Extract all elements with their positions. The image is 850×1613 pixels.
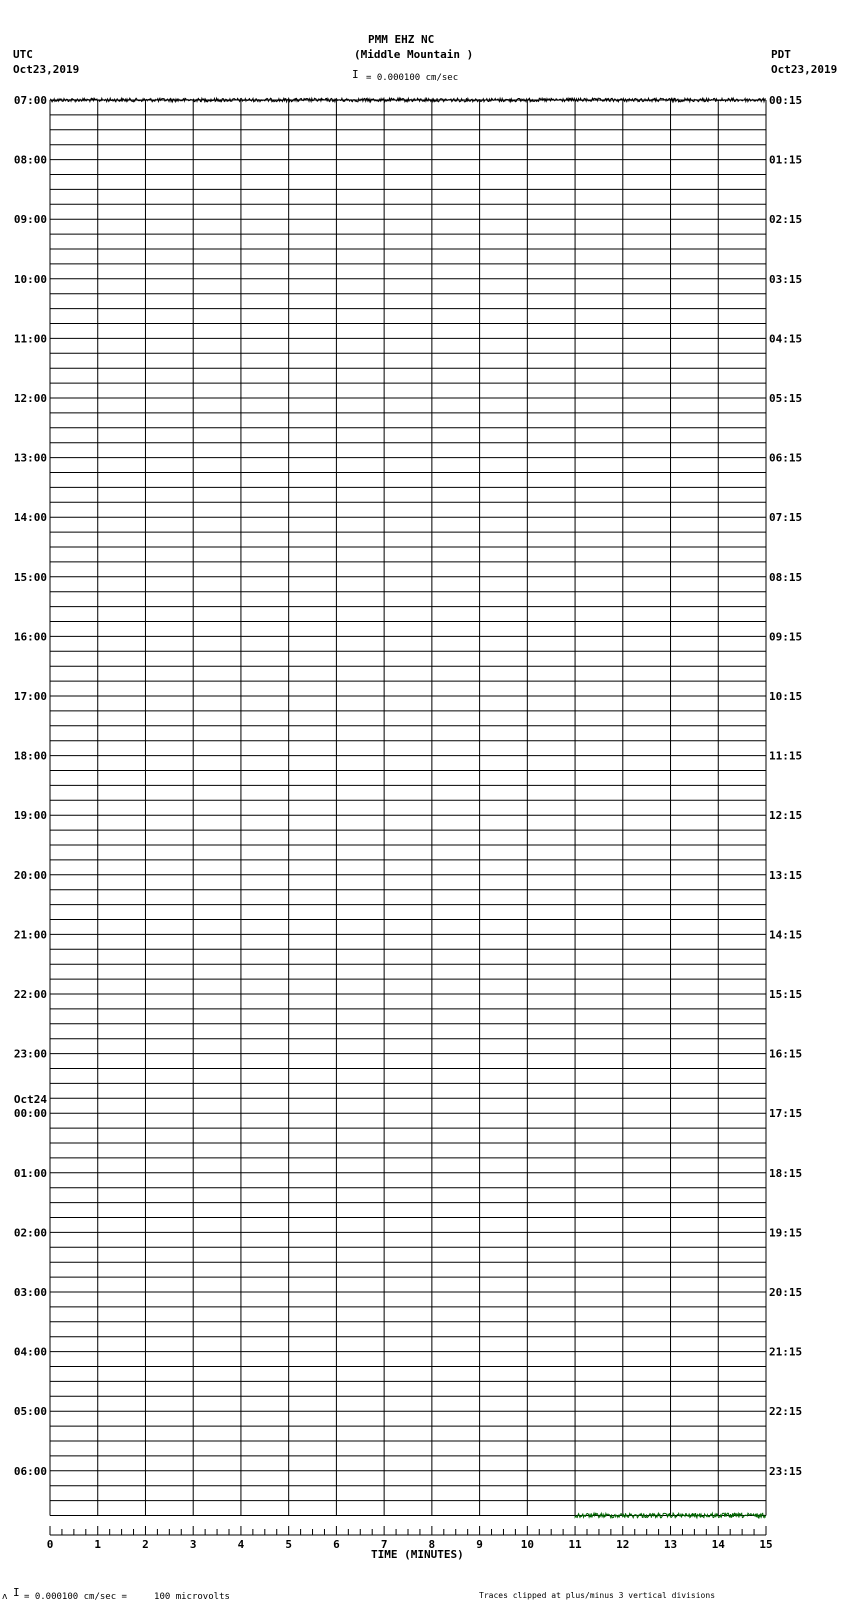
utc-date-change-label: Oct24	[13, 1093, 47, 1107]
x-tick-label: 0	[46, 1538, 54, 1551]
scale-bar-icon: I	[352, 68, 359, 81]
pdt-hour-label: 05:15	[769, 392, 803, 405]
x-tick-label: 9	[476, 1538, 483, 1551]
x-tick-label: 14	[711, 1538, 725, 1551]
station-title: PMM EHZ NC	[368, 33, 435, 46]
x-tick-label: 11	[568, 1538, 582, 1551]
pdt-hour-label: 07:15	[769, 511, 803, 525]
x-tick-label: 7	[380, 1538, 388, 1551]
pdt-hour-label: 08:15	[769, 570, 803, 584]
pdt-hour-label: 11:15	[769, 749, 803, 763]
x-tick-label: 12	[616, 1538, 630, 1551]
pdt-hour-label: 20:15	[769, 1286, 803, 1299]
utc-hour-label: 06:00	[13, 1464, 47, 1478]
pdt-hour-label: 00:15	[769, 94, 803, 107]
right-timezone: PDT	[771, 48, 791, 61]
x-tick-label: 4	[237, 1538, 245, 1551]
x-tick-label: 6	[333, 1538, 340, 1551]
pdt-hour-label: 12:15	[769, 809, 803, 823]
x-tick-label: 3	[189, 1538, 197, 1551]
pdt-hour-label: 06:15	[769, 451, 803, 465]
pdt-hour-label: 14:15	[769, 928, 803, 942]
x-tick-label: 13	[663, 1538, 678, 1551]
pdt-hour-label: 21:15	[769, 1345, 803, 1359]
footer-scale-bar-icon: I	[13, 1586, 20, 1599]
footer-scale-marker: ʌ	[2, 1592, 8, 1602]
utc-hour-label: 08:00	[13, 153, 47, 167]
utc-hour-label: 10:00	[13, 272, 47, 286]
utc-hour-label: 11:00	[13, 332, 47, 346]
utc-hour-label: 05:00	[13, 1405, 47, 1419]
footer-scale-note: = 0.000100 cm/sec = 100 microvolts	[24, 1592, 230, 1602]
x-axis-label: TIME (MINUTES)	[371, 1548, 464, 1561]
left-date: Oct23,2019	[13, 63, 80, 76]
utc-hour-label: 13:00	[13, 451, 47, 465]
pdt-hour-label: 17:15	[769, 1107, 803, 1121]
utc-hour-label: 19:00	[13, 809, 47, 823]
x-tick-label: 1	[94, 1538, 102, 1551]
pdt-hour-label: 22:15	[769, 1405, 803, 1419]
pdt-hour-label: 15:15	[769, 988, 803, 1001]
utc-hour-label: 02:00	[13, 1226, 47, 1240]
pdt-hour-label: 03:15	[769, 272, 803, 286]
x-tick-label: 10	[520, 1538, 534, 1551]
left-timezone: UTC	[13, 48, 33, 61]
x-tick-label: 5	[285, 1538, 292, 1551]
utc-hour-label: 01:00	[13, 1166, 47, 1180]
x-tick-label: 15	[759, 1538, 773, 1551]
pdt-hour-label: 16:15	[769, 1047, 803, 1061]
right-date: Oct23,2019	[771, 63, 838, 76]
utc-hour-label: 16:00	[13, 630, 47, 644]
x-tick-label: 8	[428, 1538, 436, 1551]
footer-clip-note: Traces clipped at plus/minus 3 vertical divisions	[479, 1591, 716, 1600]
pdt-hour-label: 01:15	[769, 153, 803, 167]
utc-hour-label: 12:00	[13, 392, 47, 405]
pdt-hour-label: 18:15	[769, 1166, 803, 1180]
utc-hour-label: 15:00	[13, 570, 47, 584]
utc-hour-label: 03:00	[13, 1286, 47, 1299]
pdt-hour-label: 13:15	[769, 868, 803, 882]
pdt-hour-label: 04:15	[769, 332, 803, 346]
utc-hour-label: 22:00	[13, 988, 47, 1001]
utc-hour-label: 07:00	[13, 94, 47, 107]
utc-hour-label: 18:00	[13, 749, 47, 763]
utc-hour-label: 21:00	[13, 928, 47, 942]
pdt-hour-label: 23:15	[769, 1464, 803, 1478]
scale-label: = 0.000100 cm/sec	[366, 73, 459, 83]
pdt-hour-label: 02:15	[769, 213, 803, 227]
utc-hour-label: 17:00	[13, 690, 47, 703]
utc-hour-label: 04:00	[13, 1345, 47, 1359]
utc-hour-label: 09:00	[13, 213, 47, 227]
station-location: (Middle Mountain )	[354, 48, 474, 61]
x-tick-label: 2	[142, 1538, 149, 1551]
utc-hour-label: 23:00	[13, 1047, 47, 1061]
pdt-hour-label: 09:15	[769, 630, 803, 644]
utc-hour-label: 14:00	[13, 511, 47, 525]
utc-hour-label: 20:00	[13, 868, 47, 882]
pdt-hour-label: 10:15	[769, 690, 803, 703]
pdt-hour-label: 19:15	[769, 1226, 803, 1240]
utc-hour-label: 00:00	[13, 1107, 47, 1121]
